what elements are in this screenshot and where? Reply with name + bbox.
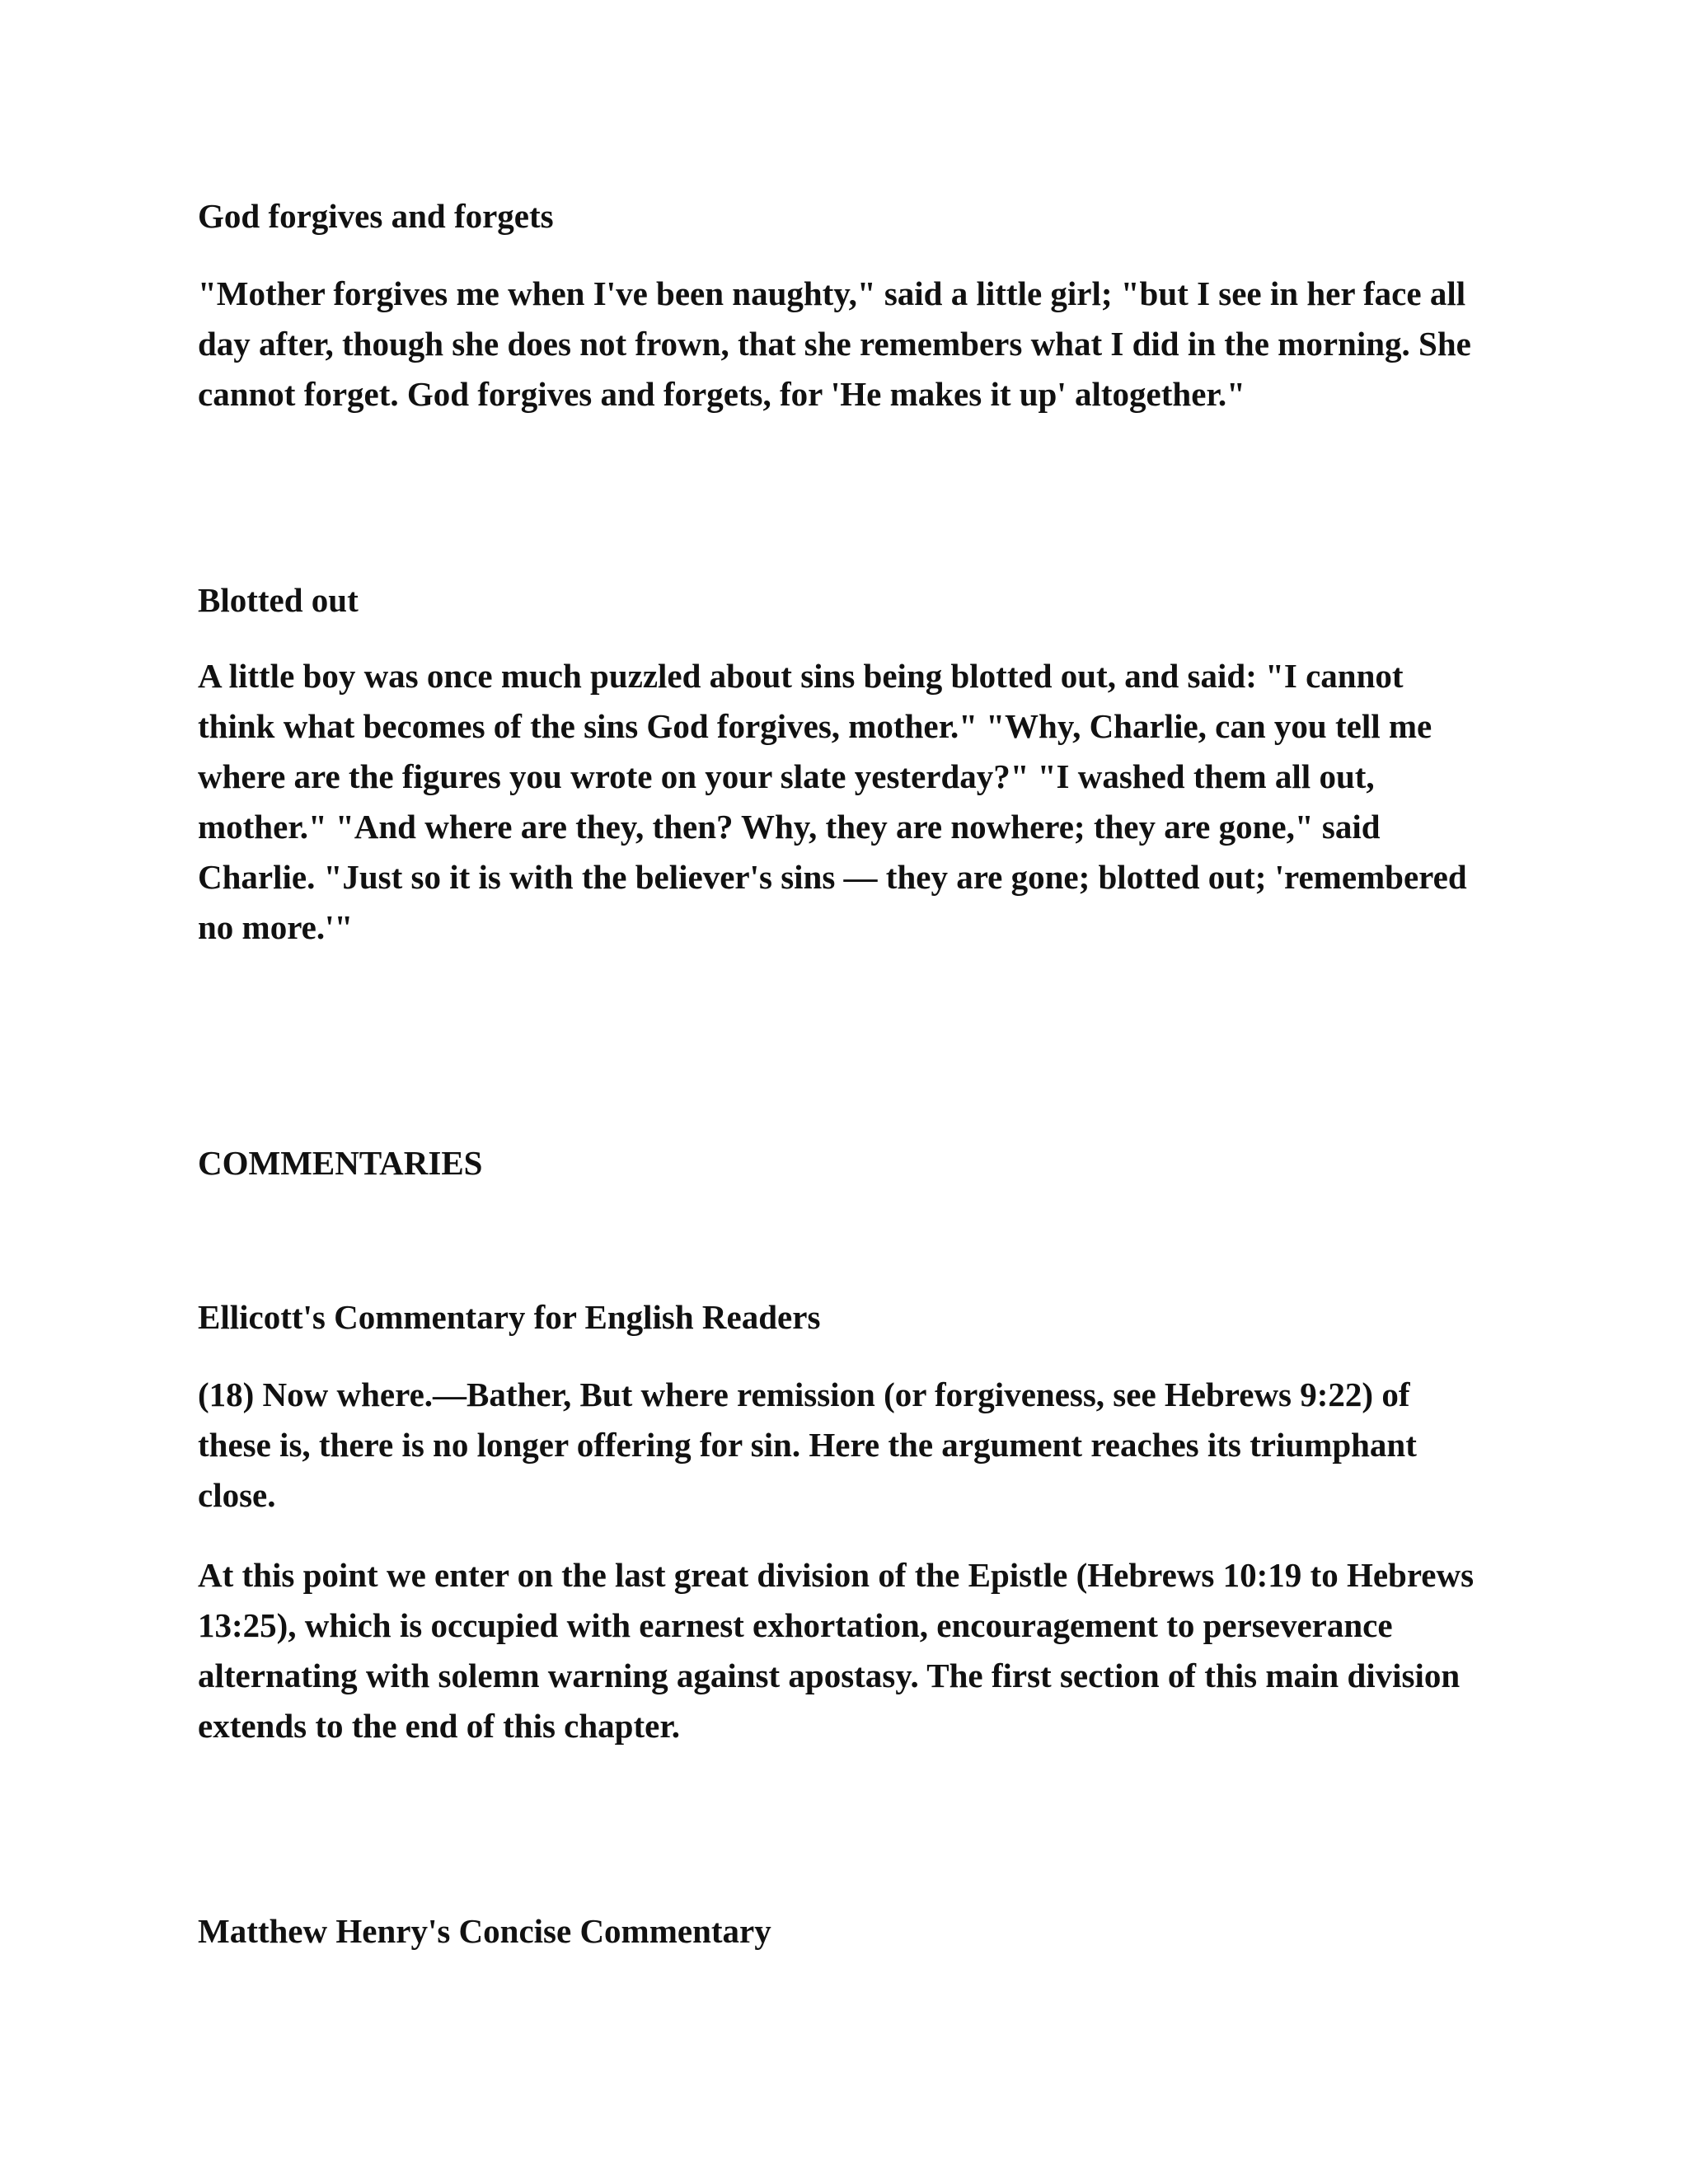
commentaries-heading: COMMENTARIES xyxy=(198,1144,483,1182)
ellicott-heading: Ellicott's Commentary for English Readers xyxy=(198,1298,821,1336)
henry-heading: Matthew Henry's Concise Commentary xyxy=(198,1912,771,1950)
paragraph-god-forgives: "Mother forgives me when I've been naughty," said a little girl; "but I see in her face all day after, though she does not frown, that she remembers what I did in the morning. She cannot forget. God forgives and forgets, for 'He makes it up' altogether." xyxy=(198,274,1471,413)
section-heading-god-forgives: God forgives and forgets xyxy=(198,197,554,235)
ellicott-paragraph-1: (18) Now where.—Bather, But where remission (or forgiveness, see Hebrews 9:22) of these is, there is no longer offering for sin. Here the argument reaches its triumphant close. xyxy=(198,1376,1417,1514)
paragraph-blotted-out: A little boy was once much puzzled about sins being blotted out, and said: "I cannot think what becomes of the sins God forgives, mother." "Why, Charlie, can you tell me where are the figures you wrote on your slate yesterday?" "I washed them all out, mother." "And where are they, then? Why, they are nowhere; they are gone," said Charlie. "Just so it is with the believer's sins — they are gone; blotted out; 'remembered no more.'" xyxy=(198,657,1467,946)
section-heading-blotted-out: Blotted out xyxy=(198,581,359,619)
ellicott-paragraph-2: At this point we enter on the last great division of the Epistle (Hebrews 10:19 to Hebrews 13:25), which is occupied with earnest exhortation, encouragement to perseverance alternating with solemn warning against apostasy. The first section of this main division extends to the end of this chapter. xyxy=(198,1556,1475,1745)
